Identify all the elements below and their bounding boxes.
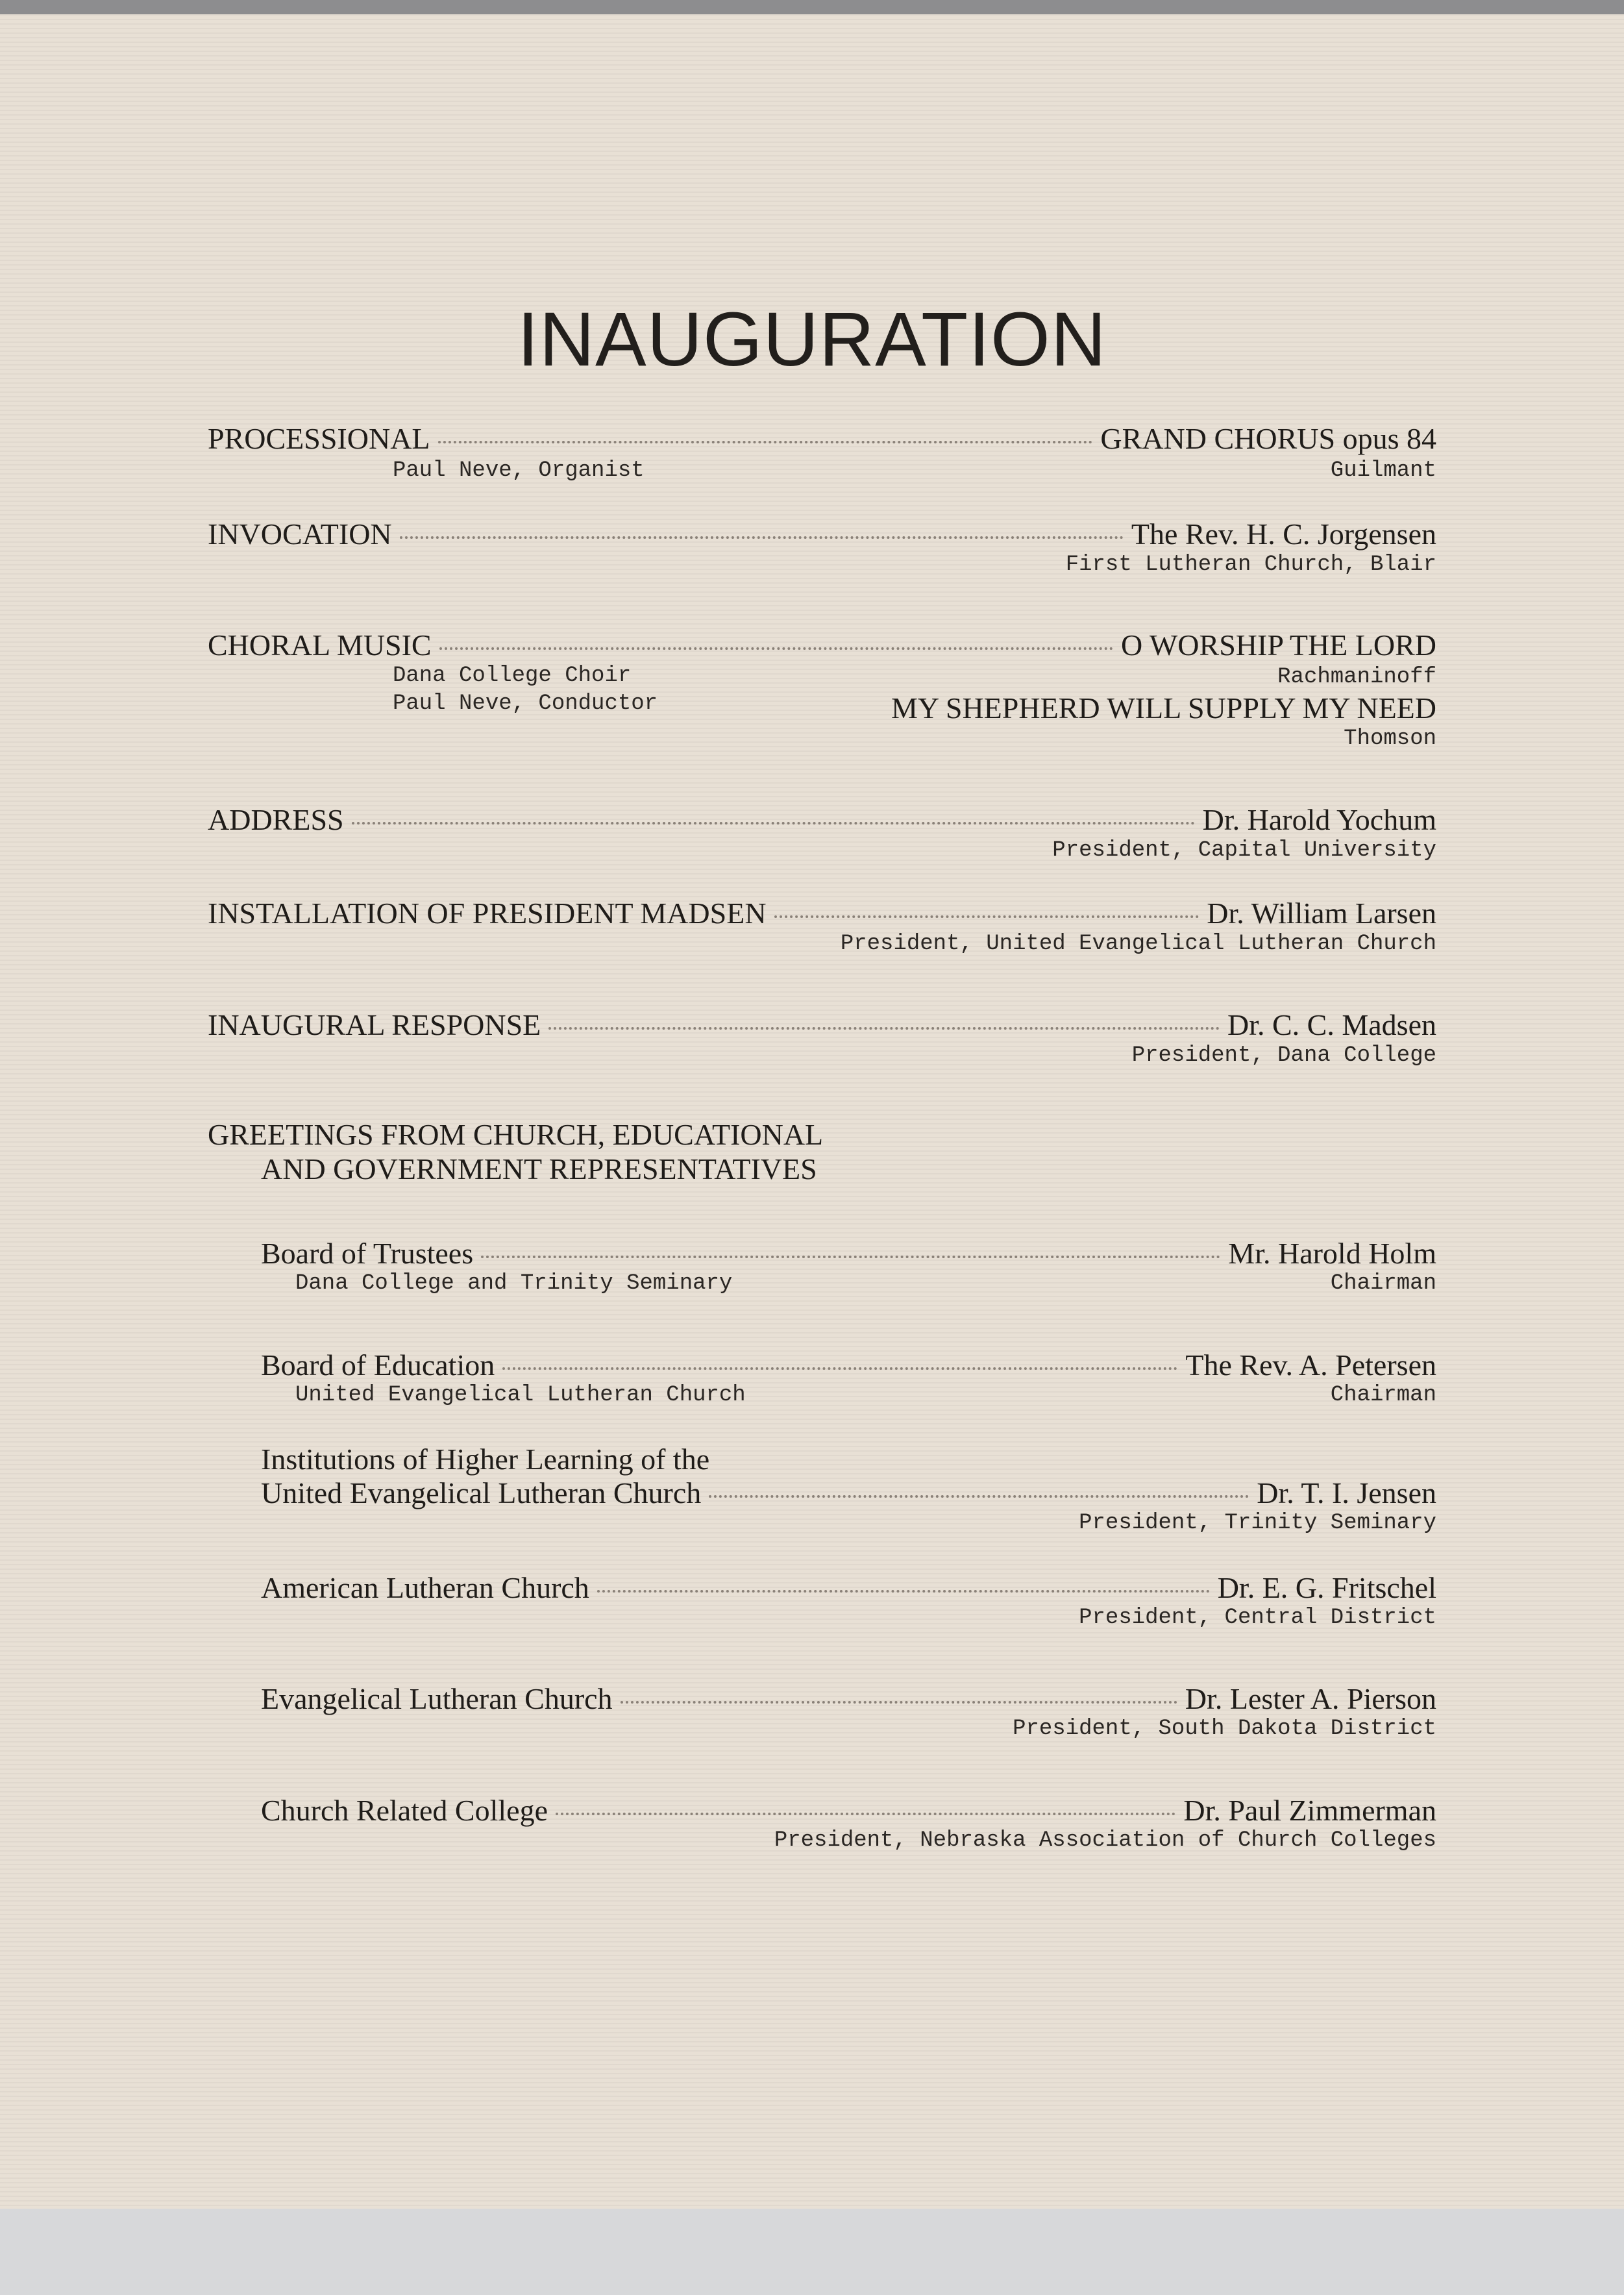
evangelical-representative: Dr. Lester A. Pierson — [1185, 1682, 1436, 1715]
trustees-sublabel: Dana College and Trinity Seminary — [295, 1271, 733, 1296]
greetings-heading-line-1: GREETINGS FROM CHURCH, EDUCATIONAL — [208, 1118, 824, 1151]
american-subtitle: President, Central District — [1079, 1606, 1436, 1630]
leader-dots — [439, 647, 1113, 650]
institutions-line-1: Institutions of Higher Learning of the — [261, 1443, 710, 1476]
trustees-representative: Mr. Harold Holm — [1228, 1237, 1436, 1270]
education-row — [261, 1348, 1436, 1382]
address-subtitle: President, Capital University — [1052, 838, 1436, 863]
choral-row — [208, 628, 1436, 662]
leader-dots — [548, 1027, 1220, 1030]
installation-officiant: Dr. William Larsen — [1207, 897, 1436, 930]
evangelical-label: Evangelical Lutheran Church — [261, 1682, 613, 1715]
american-representative: Dr. E. G. Fritschel — [1217, 1571, 1436, 1604]
address-speaker: Dr. Harold Yochum — [1202, 803, 1436, 836]
processional-piece: GRAND CHORUS opus 84 — [1100, 422, 1436, 455]
leader-dots — [438, 441, 1093, 443]
choral-performer-2: Paul Neve, Conductor — [393, 691, 658, 716]
leader-dots — [481, 1256, 1220, 1258]
college-representative: Dr. Paul Zimmerman — [1183, 1794, 1436, 1827]
college-label: Church Related College — [261, 1794, 548, 1827]
evangelical-row — [261, 1682, 1436, 1716]
institutions-representative: Dr. T. I. Jensen — [1257, 1476, 1436, 1509]
processional-performer: Paul Neve, Organist — [393, 458, 645, 483]
leader-dots — [556, 1813, 1175, 1815]
processional-composer: Guilmant — [1330, 458, 1436, 483]
response-label: INAUGURAL RESPONSE — [208, 1008, 541, 1041]
address-row — [208, 803, 1436, 837]
college-subtitle: President, Nebraska Association of Church Colleges — [774, 1828, 1436, 1853]
choral-piece-1: O WORSHIP THE LORD — [1120, 628, 1436, 662]
leader-dots — [709, 1495, 1249, 1498]
education-subtitle: Chairman — [1330, 1383, 1436, 1408]
trustees-row — [261, 1237, 1436, 1271]
invocation-officiant: The Rev. H. C. Jorgensen — [1131, 517, 1436, 551]
leader-dots — [352, 822, 1195, 825]
page-title: INAUGURATION — [517, 297, 1107, 382]
response-subtitle: President, Dana College — [1131, 1043, 1436, 1068]
processional-label: PROCESSIONAL — [208, 422, 430, 455]
institutions-subtitle: President, Trinity Seminary — [1079, 1511, 1436, 1535]
institutions-label: United Evangelical Lutheran Church — [261, 1476, 702, 1509]
choral-label: CHORAL MUSIC — [208, 628, 432, 662]
leader-dots — [621, 1701, 1177, 1704]
processional-row — [208, 422, 1436, 456]
american-row — [261, 1571, 1436, 1605]
college-row — [261, 1794, 1436, 1828]
invocation-label: INVOCATION — [208, 517, 392, 551]
response-row — [208, 1008, 1436, 1042]
education-label: Board of Education — [261, 1348, 495, 1382]
installation-label: INSTALLATION OF PRESIDENT MADSEN — [208, 897, 767, 930]
installation-row — [208, 897, 1436, 930]
american-label: American Lutheran Church — [261, 1571, 589, 1604]
installation-subtitle: President, United Evangelical Lutheran Church — [840, 932, 1436, 956]
invocation-subtitle: First Lutheran Church, Blair — [1065, 552, 1436, 577]
evangelical-subtitle: President, South Dakota District — [1013, 1717, 1436, 1741]
trustees-label: Board of Trustees — [261, 1237, 474, 1270]
trustees-subtitle: Chairman — [1330, 1271, 1436, 1296]
choral-composer-2: Thomson — [1344, 726, 1436, 751]
leader-dots — [597, 1590, 1210, 1593]
scan-top-edge — [0, 0, 1624, 14]
education-representative: The Rev. A. Petersen — [1185, 1348, 1436, 1382]
leader-dots — [774, 915, 1200, 918]
address-label: ADDRESS — [208, 803, 344, 836]
institutions-row — [261, 1476, 1436, 1510]
scan-bottom-edge — [0, 2209, 1624, 2295]
greetings-heading-line-2: AND GOVERNMENT REPRESENTATIVES — [261, 1152, 817, 1185]
choral-piece-2: MY SHEPHERD WILL SUPPLY MY NEED — [891, 691, 1436, 725]
leader-dots — [502, 1367, 1177, 1370]
choral-composer-1: Rachmaninoff — [1277, 665, 1436, 689]
leader-dots — [400, 536, 1124, 539]
choral-performer-1: Dana College Choir — [393, 664, 632, 688]
invocation-row — [208, 517, 1436, 551]
response-speaker: Dr. C. C. Madsen — [1227, 1008, 1436, 1041]
education-sublabel: United Evangelical Lutheran Church — [295, 1383, 746, 1408]
